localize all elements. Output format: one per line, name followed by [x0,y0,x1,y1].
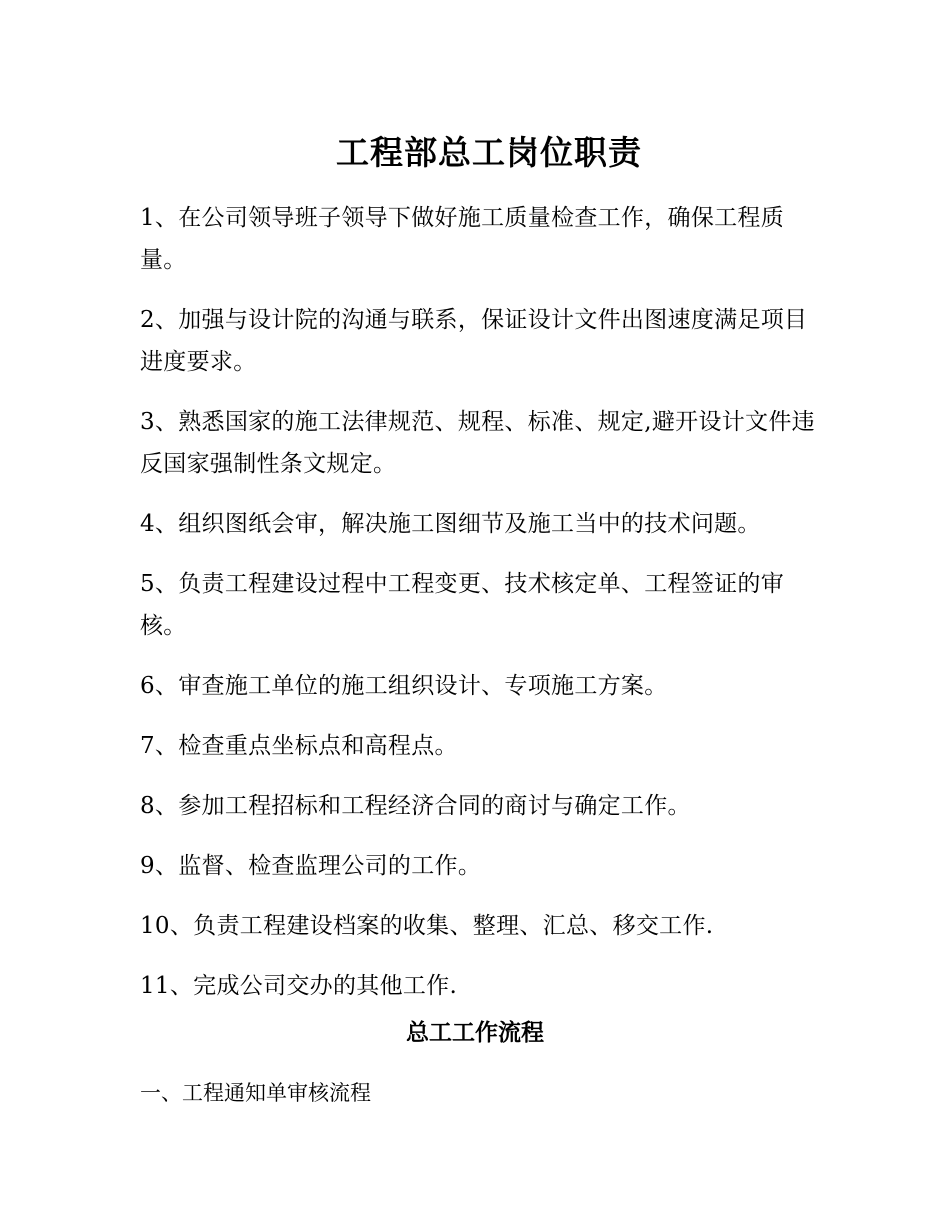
section-heading: 一、工程通知单审核流程 [140,1081,371,1105]
duty-item: 9、监督、检查监理公司的工作。 [140,853,482,879]
duty-item: 1、在公司领导班子领导下做好施工质量检查工作，确保工程质量。 [140,205,785,273]
duty-item: 10、负责工程建设档案的收集、整理、汇总、移交工作. [140,913,714,939]
workflow-title: 总工工作流程 [406,1019,544,1046]
duty-item: 3、熟悉国家的施工法律规范、规程、标准、规定,避开设计文件违反国家强制性条文规定。 [140,409,815,477]
duty-item: 5、负责工程建设过程中工程变更、技术核定单、工程签证的审核。 [140,571,785,639]
duty-item: 2、加强与设计院的沟通与联系，保证设计文件出图速度满足项目进度要求。 [140,307,808,375]
duty-item: 8、参加工程招标和工程经济合同的商讨与确定工作。 [140,793,691,819]
duty-item: 6、审查施工单位的施工组织设计、专项施工方案。 [140,673,668,699]
duty-item: 4、组织图纸会审，解决施工图细节及施工当中的技术问题。 [140,511,761,537]
duties-list [140,197,820,1025]
document-title: 工程部总工岗位职责 [336,133,642,172]
duty-item: 7、检查重点坐标点和高程点。 [140,733,458,759]
duty-item: 11、完成公司交办的其他工作. [140,973,458,999]
